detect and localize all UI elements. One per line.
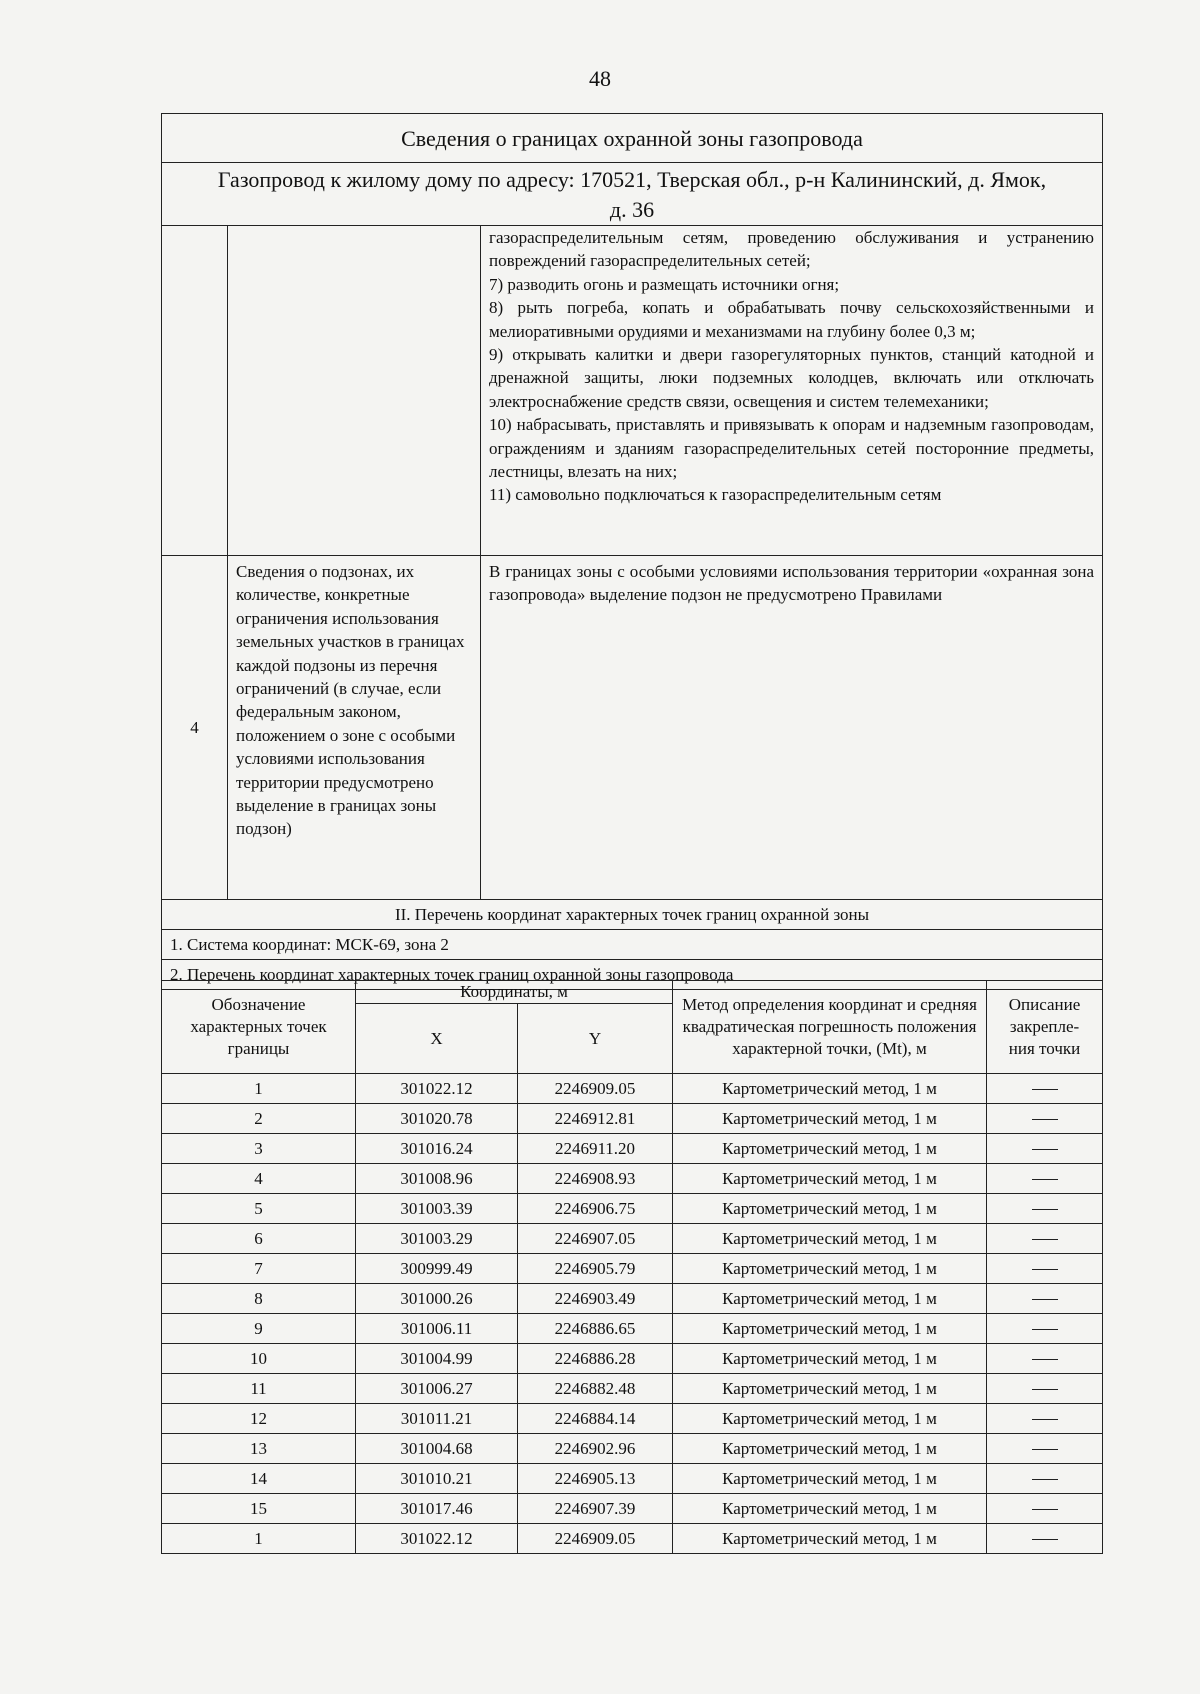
table-row: [162, 1134, 1103, 1164]
em-dash-mark: [1032, 1119, 1058, 1120]
description-cell: [987, 1074, 1103, 1104]
table-row: [162, 1494, 1103, 1524]
coordinates-list-title: 2. Перечень координат характерных точек границ охранной зоны газопровода: [162, 960, 1103, 990]
method-cell: Картометрический метод, 1 м: [673, 1134, 987, 1164]
x-coordinate-cell: 301016.24: [356, 1134, 518, 1164]
description-cell: [987, 1404, 1103, 1434]
col-header-description-line: ния точки: [1008, 1039, 1081, 1058]
subzones-label: Сведения о подзонах, их количестве, конкретные ограничения использования земельных участков в границах каждой подзоны из перечня ограничений (в случае, если федеральным законом, положением о зоне с особыми условиями использования территории предусмотрено выделение в границах зоны подзон): [228, 556, 481, 900]
point-id-cell: 1: [162, 1524, 356, 1554]
coordinates-table: [161, 980, 1103, 1554]
em-dash-mark: [1032, 1539, 1058, 1540]
y-coordinate-cell: 2246882.48: [518, 1374, 673, 1404]
x-coordinate-cell: 301004.68: [356, 1434, 518, 1464]
table-row: [162, 1284, 1103, 1314]
em-dash-mark: [1032, 1509, 1058, 1510]
description-cell: [987, 1314, 1103, 1344]
table-row: [162, 1464, 1103, 1494]
subzones-value: В границах зоны с особыми условиями использования территории «охранная зона газопровода» выделение подзон не предусмотрено Правилами: [481, 556, 1103, 900]
zone-info-table: [161, 113, 1103, 990]
restriction-item: 10) набрасывать, приставлять и привязывать к опорам и надземным газопроводам, ограждениям и зданиям газораспределительных сетей посторонние предметы, лестницы, влезать на них;: [489, 415, 1095, 482]
page-number: 48: [589, 66, 611, 91]
section-2-title: II. Перечень координат характерных точек границ охранной зоны: [162, 900, 1103, 930]
description-cell: [987, 1524, 1103, 1554]
em-dash-mark: [1032, 1449, 1058, 1450]
coordinate-system: 1. Система координат: МСК-69, зона 2: [162, 930, 1103, 960]
description-cell: [987, 1344, 1103, 1374]
y-coordinate-cell: 2246902.96: [518, 1434, 673, 1464]
table-row: [162, 1194, 1103, 1224]
em-dash-mark: [1032, 1329, 1058, 1330]
table-row: [162, 1374, 1103, 1404]
method-cell: Картометрический метод, 1 м: [673, 1164, 987, 1194]
method-cell: Картометрический метод, 1 м: [673, 1494, 987, 1524]
coordinates-rows: [162, 1074, 1103, 1554]
em-dash-mark: [1032, 1359, 1058, 1360]
point-id-cell: 8: [162, 1284, 356, 1314]
continuation-number-cell: [162, 226, 228, 556]
col-header-x: X: [356, 1004, 518, 1074]
x-coordinate-cell: 301008.96: [356, 1164, 518, 1194]
y-coordinate-cell: 2246908.93: [518, 1164, 673, 1194]
em-dash-mark: [1032, 1299, 1058, 1300]
table-row: [162, 1404, 1103, 1434]
y-coordinate-cell: 2246909.05: [518, 1074, 673, 1104]
method-cell: Картометрический метод, 1 м: [673, 1254, 987, 1284]
x-coordinate-cell: 300999.49: [356, 1254, 518, 1284]
method-cell: Картометрический метод, 1 м: [673, 1344, 987, 1374]
method-cell: Картометрический метод, 1 м: [673, 1194, 987, 1224]
col-header-y: Y: [518, 1004, 673, 1074]
point-id-cell: 3: [162, 1134, 356, 1164]
table-row: [162, 1254, 1103, 1284]
method-cell: Картометрический метод, 1 м: [673, 1434, 987, 1464]
point-id-cell: 9: [162, 1314, 356, 1344]
em-dash-mark: [1032, 1089, 1058, 1090]
description-cell: [987, 1374, 1103, 1404]
method-cell: Картометрический метод, 1 м: [673, 1404, 987, 1434]
col-header-point: Обозначение характерных точек границы: [162, 981, 356, 1074]
description-cell: [987, 1494, 1103, 1524]
col-header-coords: Координаты, м: [356, 981, 673, 1004]
x-coordinate-cell: 301020.78: [356, 1104, 518, 1134]
description-cell: [987, 1284, 1103, 1314]
y-coordinate-cell: 2246911.20: [518, 1134, 673, 1164]
y-coordinate-cell: 2246907.39: [518, 1494, 673, 1524]
continuation-label-cell: [228, 226, 481, 556]
table-row: [162, 1344, 1103, 1374]
method-cell: Картометрический метод, 1 м: [673, 1284, 987, 1314]
pipeline-address-line-1: Газопровод к жилому дому по адресу: 170521, Тверская обл., р-н Калининский, д. Ямок,: [217, 167, 1047, 192]
y-coordinate-cell: 2246903.49: [518, 1284, 673, 1314]
table-row: [162, 1164, 1103, 1194]
em-dash-mark: [1032, 1209, 1058, 1210]
table-row: [162, 1224, 1103, 1254]
col-header-description-line: Описание: [1008, 995, 1081, 1014]
y-coordinate-cell: 2246906.75: [518, 1194, 673, 1224]
em-dash-mark: [1032, 1389, 1058, 1390]
x-coordinate-cell: 301003.39: [356, 1194, 518, 1224]
point-id-cell: 4: [162, 1164, 356, 1194]
point-id-cell: 5: [162, 1194, 356, 1224]
point-id-cell: 11: [162, 1374, 356, 1404]
method-cell: Картометрический метод, 1 м: [673, 1224, 987, 1254]
x-coordinate-cell: 301000.26: [356, 1284, 518, 1314]
em-dash-mark: [1032, 1479, 1058, 1480]
method-cell: Картометрический метод, 1 м: [673, 1314, 987, 1344]
y-coordinate-cell: 2246884.14: [518, 1404, 673, 1434]
description-cell: [987, 1104, 1103, 1134]
description-cell: [987, 1164, 1103, 1194]
y-coordinate-cell: 2246886.28: [518, 1344, 673, 1374]
description-cell: [987, 1434, 1103, 1464]
restriction-item: 7) разводить огонь и размещать источники огня;: [489, 274, 840, 294]
y-coordinate-cell: 2246912.81: [518, 1104, 673, 1134]
y-coordinate-cell: 2246886.65: [518, 1314, 673, 1344]
point-id-cell: 14: [162, 1464, 356, 1494]
point-id-cell: 13: [162, 1434, 356, 1464]
em-dash-mark: [1032, 1239, 1058, 1240]
method-cell: Картометрический метод, 1 м: [673, 1464, 987, 1494]
x-coordinate-cell: 301006.27: [356, 1374, 518, 1404]
restriction-item: газораспределительным сетям, проведению обслуживания и устранению повреждений газораспределительных сетей;: [489, 228, 1095, 271]
restriction-item: 8) рыть погреба, копать и обрабатывать почву сельскохозяйственными и мелиоративными орудиями и механизмами на глубину более 0,3 м;: [489, 298, 1095, 341]
x-coordinate-cell: 301017.46: [356, 1494, 518, 1524]
description-cell: [987, 1194, 1103, 1224]
x-coordinate-cell: 301010.21: [356, 1464, 518, 1494]
point-id-cell: 15: [162, 1494, 356, 1524]
point-id-cell: 6: [162, 1224, 356, 1254]
point-id-cell: 1: [162, 1074, 356, 1104]
x-coordinate-cell: 301022.12: [356, 1074, 518, 1104]
x-coordinate-cell: 301011.21: [356, 1404, 518, 1434]
pipeline-address-line-2: д. 36: [609, 197, 655, 222]
document-title: Сведения о границах охранной зоны газопровода: [162, 114, 1103, 163]
point-id-cell: 12: [162, 1404, 356, 1434]
restriction-item: 11) самовольно подключаться к газораспределительным сетям: [489, 485, 942, 505]
col-header-description: [987, 981, 1103, 1074]
method-cell: Картометрический метод, 1 м: [673, 1374, 987, 1404]
pipeline-address: [162, 163, 1103, 226]
table-row: [162, 1434, 1103, 1464]
description-cell: [987, 1254, 1103, 1284]
x-coordinate-cell: 301022.12: [356, 1524, 518, 1554]
col-header-description-line: закрепле-: [1009, 1017, 1080, 1036]
em-dash-mark: [1032, 1419, 1058, 1420]
point-id-cell: 7: [162, 1254, 356, 1284]
em-dash-mark: [1032, 1269, 1058, 1270]
row-number: 4: [162, 556, 228, 900]
point-id-cell: 2: [162, 1104, 356, 1134]
y-coordinate-cell: 2246907.05: [518, 1224, 673, 1254]
table-row: [162, 1524, 1103, 1554]
col-header-method: Метод определения координат и средняя квадратическая погрешность положения характерной точки, (Mt), м: [673, 981, 987, 1074]
restriction-item: 9) открывать калитки и двери газорегуляторных пунктов, станций катодной и дренажной защиты, люки подземных колодцев, включать или отключать электроснабжение средств связи, освещения и систем телемеханики;: [489, 345, 1095, 411]
method-cell: Картометрический метод, 1 м: [673, 1104, 987, 1134]
x-coordinate-cell: 301004.99: [356, 1344, 518, 1374]
description-cell: [987, 1224, 1103, 1254]
x-coordinate-cell: 301006.11: [356, 1314, 518, 1344]
point-id-cell: 10: [162, 1344, 356, 1374]
table-row: [162, 1314, 1103, 1344]
description-cell: [987, 1464, 1103, 1494]
method-cell: Картометрический метод, 1 м: [673, 1074, 987, 1104]
y-coordinate-cell: 2246909.05: [518, 1524, 673, 1554]
y-coordinate-cell: 2246905.13: [518, 1464, 673, 1494]
restrictions-continuation: [481, 226, 1103, 556]
x-coordinate-cell: 301003.29: [356, 1224, 518, 1254]
em-dash-mark: [1032, 1149, 1058, 1150]
y-coordinate-cell: 2246905.79: [518, 1254, 673, 1284]
table-row: [162, 1104, 1103, 1134]
method-cell: Картометрический метод, 1 м: [673, 1524, 987, 1554]
em-dash-mark: [1032, 1179, 1058, 1180]
table-row: [162, 1074, 1103, 1104]
description-cell: [987, 1134, 1103, 1164]
